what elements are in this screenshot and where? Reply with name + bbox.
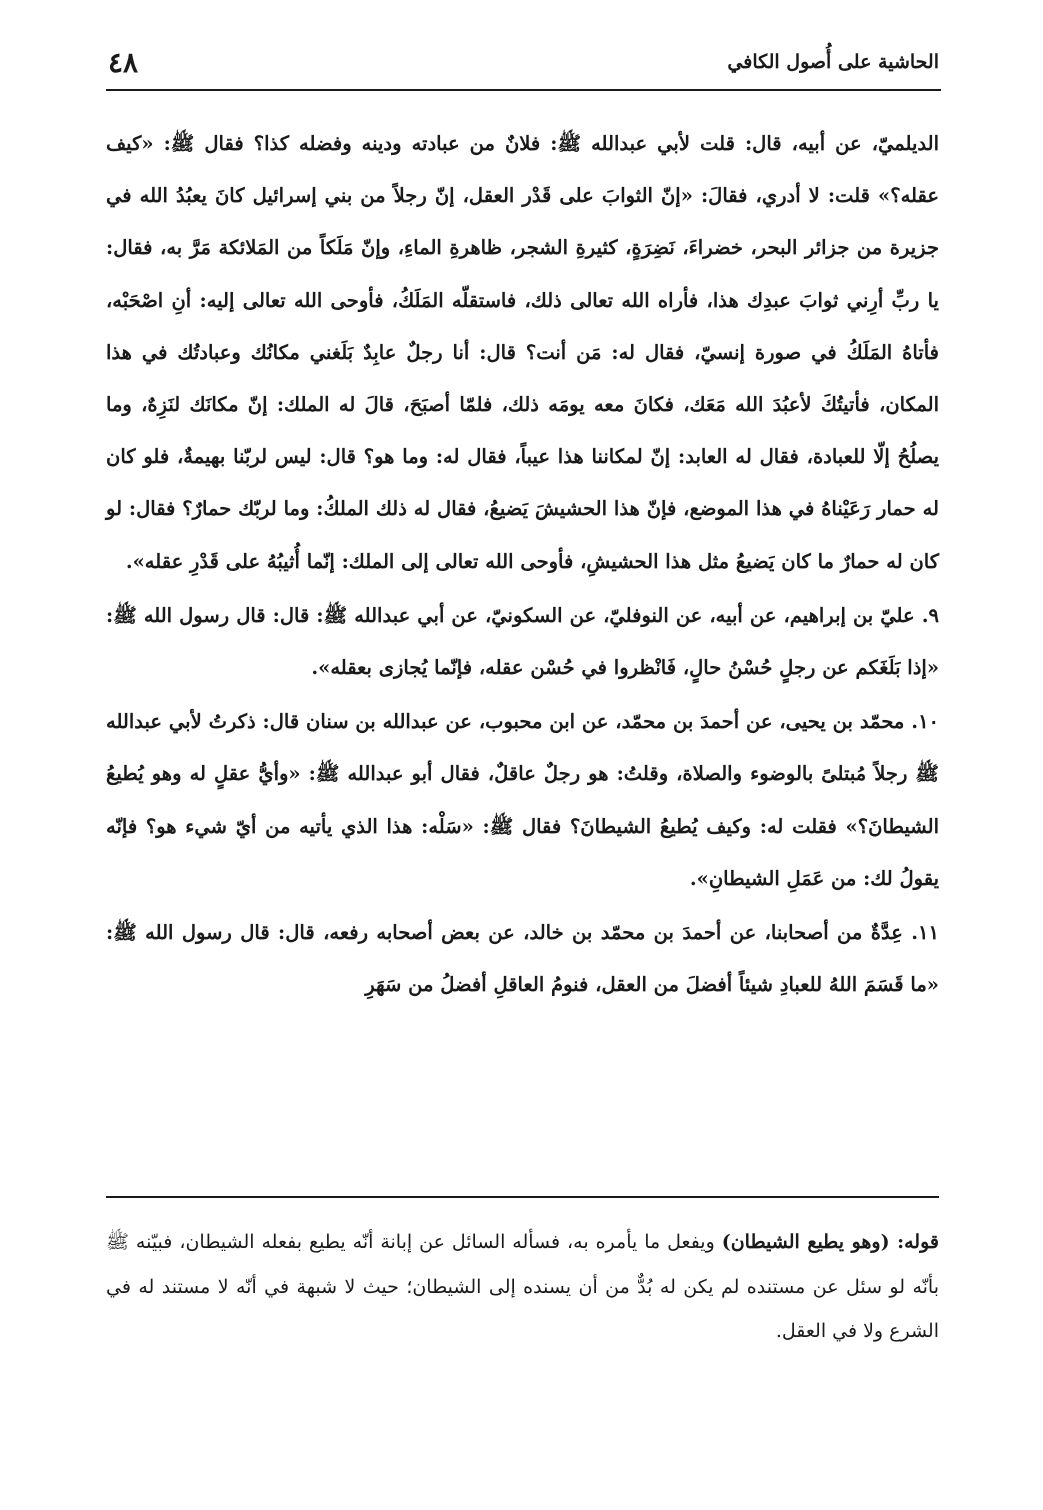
footnote: [106, 1220, 939, 1354]
footnote-text: ويفعل ما يأمره به، فسأله السائل عن إبانة أنّه يطيع بفعله الشيطان، فبيّنه ﷺ بأنّه لو سئل عن مستنده لم يكن له بُدٌّ من أن يسنده إلى الشيطان؛ حيث لا شبهة في أنّه لا مستند له في الشرع ولا في العقل.: [106, 1231, 939, 1342]
hadith-number: ١١.: [911, 921, 939, 945]
footnote-divider: [106, 1196, 939, 1198]
paragraph-continuation: الديلميّ، عن أبيه، قال: قلت لأبي عبدالله ﷺ: فلانٌ من عبادته ودينه وفضله كذا؟ فقال ﷺ: «كيف عقله؟» قلت: لا أدري، فقالَ: «إنّ الثوابَ على قَدْر العقل، إنّ رجلاً من بني إسرائيل كانَ يعبُدُ الله في جزيرة من جزائر البحر، خضراءَ، نَضِرَةٍ، كثيرةِ الشجر، ظاهرةِ الماءِ، وإنّ مَلَكاً من المَلائكة مَرَّ به، فقال: يا ربِّ أرِني ثوابَ عبدِك هذا، فأراه الله تعالى ذلك، فاستقلّه المَلَكُ، فأوحى الله تعالى إليه: أنِ اصْحَبْه، فأتاهُ المَلَكُ في صورة إنسيّ، فقال له: مَن أنت؟ قال: أنا رجلٌ عابِدٌ بَلَغني مكانُك وعبادتُك في هذا المكان، فأتيتُكَ لأعبُدَ الله مَعَك، فكانَ معه يومَه ذلك، فلمّا أصبَحَ، قالَ له الملك: إنّ مكانَك لنَزِهٌ، وما يصلُحُ إلّا للعبادة، فقال له العابد: إنّ لمكاننا هذا عيباً، فقال له: وما هو؟ قال: ليس لربّنا بهيمةٌ، فلو كان له حمار رَعَيْناهُ في هذا الموضع، فإنّ هذا الحشيشَ يَضيعُ، فقال له ذلك الملكُ: وما لربّك حمارٌ؟ فقال: لو كان له حمارٌ ما كان يَضيعُ مثل هذا الحشيشِ، فأوحى الله تعالى إلى الملك: إنّما أُثيبُهُ على قَدْرِ عقله».: [106, 132, 939, 573]
hadith-paragraph-10: [106, 696, 939, 905]
main-text: [106, 118, 939, 1013]
hadith-paragraph-9: [106, 590, 939, 694]
footnote-section: [106, 1220, 939, 1354]
header-divider: [106, 89, 941, 91]
hadith-text: عِدَّةٌ من أصحابنا، عن أحمدَ بن محمّد بن خالد، عن بعض أصحابه رفعه، قال: قال رسول الله ﷺ: «ما قَسَمَ اللهُ للعبادِ شيئاً أفضلَ من العقل، فنومُ العاقلِ أفضلُ من سَهَرِ: [106, 921, 939, 997]
hadith-text: محمّد بن يحيى، عن أحمدَ بن محمّد، عن ابن محبوب، عن عبدالله بن سنان قال: ذكرتُ لأبي عبدالله ﷺ رجلاً مُبتلىً بالوضوء والصلاة، وقلتُ: هو رجلٌ عاقلٌ، فقال أبو عبدالله ﷺ: «وأيُّ عقلٍ له وهو يُطيعُ الشيطانَ؟» فقلت له: وكيف يُطيعُ الشيطانَ؟ فقال ﷺ: «سَلْه: هذا الذي يأتيه من أيّ شيء هو؟ فإنّه يقولُ لك: من عَمَلِ الشيطانِ».: [106, 710, 939, 890]
hadith-number: ١٠.: [911, 710, 940, 734]
hadith-number: ٩.: [921, 603, 939, 627]
running-title: الحاشية على أُصول الكافي: [727, 51, 939, 73]
page-header: [108, 40, 939, 84]
page-number: ٤٨: [108, 45, 139, 79]
footnote-label: قوله: (وهو يطيع الشيطان): [721, 1231, 939, 1253]
hadith-text: عليّ بن إبراهيم، عن أبيه، عن النوفليّ، عن السكونيّ، عن أبي عبدالله ﷺ: قال: قال رسول الله ﷺ: «إذا بَلَغَكم عن رجلٍ حُسْنُ حالٍ، فَانْظروا في حُسْن عقله، فإنّما يُجازى بعقله».: [106, 603, 939, 680]
hadith-paragraph-11: [106, 907, 939, 1011]
